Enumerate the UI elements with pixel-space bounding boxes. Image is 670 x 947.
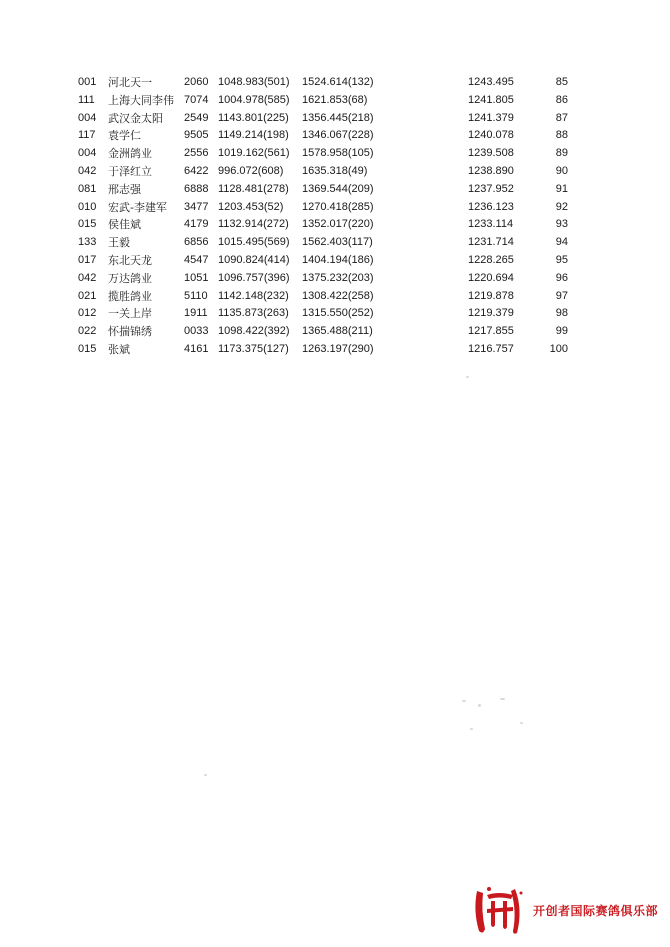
total-score: 1228.265	[468, 253, 514, 266]
pigeon-code: 133	[78, 236, 97, 249]
pigeon-code: 004	[78, 111, 97, 124]
rank: 93	[555, 218, 568, 231]
table-row	[78, 305, 578, 323]
stage2-score: 1562.403(117)	[302, 236, 373, 249]
total-score: 1231.714	[468, 236, 514, 249]
pigeon-code: 004	[78, 147, 97, 160]
rank: 98	[555, 307, 568, 320]
stage2-score: 1356.445(218)	[302, 111, 374, 124]
stage2-score: 1621.853(68)	[302, 93, 368, 106]
stage2-score: 1365.488(211)	[302, 325, 373, 338]
ring-number: 4179	[184, 218, 209, 231]
owner-name: 武汉金太阳	[108, 111, 163, 125]
total-score: 1241.805	[468, 93, 514, 106]
rank: 88	[555, 129, 568, 142]
table-row	[78, 252, 578, 270]
stage2-score: 1635.318(49)	[302, 164, 368, 177]
stage1-score: 1019.162(561)	[218, 147, 290, 160]
owner-name: 邢志强	[108, 182, 141, 196]
total-score: 1233.114	[468, 218, 514, 231]
stage1-score: 1004.978(585)	[218, 93, 290, 106]
total-score: 1241.379	[468, 111, 514, 124]
owner-name: 万达鸽业	[108, 271, 152, 285]
table-row	[78, 323, 578, 341]
ring-number: 2556	[184, 147, 209, 160]
stage2-score: 1375.232(203)	[302, 271, 374, 284]
rank: 97	[555, 289, 568, 302]
total-score: 1243.495	[468, 76, 514, 88]
results-table	[78, 74, 578, 359]
pigeon-code: 117	[78, 129, 96, 142]
ring-number: 2060	[184, 76, 209, 88]
owner-name: 张斌	[108, 342, 130, 356]
stage2-score: 1578.958(105)	[302, 147, 374, 160]
ring-number: 3477	[184, 200, 209, 213]
stage1-score: 1096.757(396)	[218, 271, 290, 284]
ring-number: 4547	[184, 253, 209, 266]
stage1-score: 1173.375(127)	[218, 342, 289, 355]
table-row	[78, 234, 578, 252]
pigeon-code: 015	[78, 342, 97, 355]
owner-name: 于泽红立	[108, 164, 152, 178]
rank: 86	[555, 93, 568, 106]
table-row	[78, 181, 578, 199]
ring-number: 6856	[184, 236, 209, 249]
stage2-score: 1404.194(186)	[302, 253, 374, 266]
table-row	[78, 127, 578, 145]
rank: 95	[555, 253, 568, 266]
rank: 90	[555, 164, 568, 177]
total-score: 1217.855	[468, 325, 514, 338]
pigeon-code: 021	[78, 289, 97, 302]
ring-number: 6888	[184, 182, 209, 195]
table-row	[78, 92, 578, 110]
stage2-score: 1308.422(258)	[302, 289, 374, 302]
scan-speck	[466, 376, 469, 378]
pigeon-code: 022	[78, 325, 97, 338]
owner-name: 怀揣锦绣	[108, 325, 152, 339]
scan-speck	[478, 704, 481, 707]
total-score: 1237.952	[468, 182, 514, 195]
scan-speck	[462, 700, 466, 702]
scan-speck	[520, 722, 523, 724]
kaichuang-seal-icon	[469, 881, 527, 939]
stage1-score: 1048.983(501)	[218, 76, 290, 88]
rank: 91	[555, 182, 568, 195]
owner-name: 揽胜鸽业	[108, 289, 152, 303]
ring-number: 9505	[184, 129, 209, 142]
stage1-score: 1149.214(198)	[218, 129, 289, 142]
total-score: 1239.508	[468, 147, 514, 160]
table-row	[78, 270, 578, 288]
stage1-score: 1143.801(225)	[218, 111, 289, 124]
table-row	[78, 163, 578, 181]
pigeon-code: 017	[78, 253, 97, 266]
pigeon-code: 012	[78, 307, 97, 320]
owner-name: 宏武-李建军	[108, 200, 167, 214]
stage1-score: 996.072(608)	[218, 164, 284, 177]
owner-name: 袁学仁	[108, 129, 141, 143]
stage1-score: 1090.824(414)	[218, 253, 290, 266]
rank: 100	[549, 342, 568, 355]
stage1-score: 1128.481(278)	[218, 182, 289, 195]
rank: 87	[555, 111, 568, 124]
pigeon-code: 111	[78, 93, 95, 106]
total-score: 1238.890	[468, 164, 514, 177]
total-score: 1220.694	[468, 271, 514, 284]
total-score: 1216.757	[468, 342, 514, 355]
ring-number: 5110	[184, 289, 208, 302]
stage1-score: 1135.873(263)	[218, 307, 289, 320]
stage1-score: 1203.453(52)	[218, 200, 284, 213]
table-row	[78, 341, 578, 359]
ring-number: 7074	[184, 93, 209, 106]
ring-number: 4161	[184, 342, 209, 355]
ring-number: 0033	[184, 325, 209, 338]
stage1-score: 1142.148(232)	[218, 289, 289, 302]
ring-number: 1051	[184, 271, 209, 284]
club-logo	[469, 881, 658, 939]
total-score: 1236.123	[468, 200, 514, 213]
table-row	[78, 199, 578, 217]
scan-speck	[470, 728, 473, 730]
pigeon-code: 001	[78, 76, 97, 88]
stage2-score: 1270.418(285)	[302, 200, 374, 213]
rank: 89	[555, 147, 568, 160]
ring-number: 2549	[184, 111, 209, 124]
stage2-score: 1369.544(209)	[302, 182, 374, 195]
pigeon-code: 081	[78, 182, 97, 195]
scan-speck	[204, 774, 207, 776]
rank: 85	[555, 76, 568, 88]
stage1-score: 1098.422(392)	[218, 325, 290, 338]
club-name: 开创者国际赛鸽俱乐部	[532, 903, 658, 918]
table-row	[78, 110, 578, 128]
total-score: 1219.379	[468, 307, 514, 320]
rank: 96	[555, 271, 568, 284]
total-score: 1219.878	[468, 289, 514, 302]
owner-name: 金洲鸽业	[108, 147, 152, 161]
stage1-score: 1015.495(569)	[218, 236, 290, 249]
rank: 99	[555, 325, 568, 338]
owner-name: 河北天一	[108, 76, 152, 89]
owner-name: 上海大同李伟	[108, 93, 174, 107]
pigeon-code: 042	[78, 164, 97, 177]
table-row	[78, 288, 578, 306]
ring-number: 1911	[184, 307, 208, 320]
stage1-score: 1132.914(272)	[218, 218, 289, 231]
rank: 92	[555, 200, 568, 213]
table-row	[78, 216, 578, 234]
ring-number: 6422	[184, 164, 209, 177]
scan-speck	[500, 698, 505, 700]
table-row	[78, 74, 578, 92]
owner-name: 侯佳斌	[108, 218, 141, 232]
owner-name: 东北天龙	[108, 253, 152, 267]
rank: 94	[555, 236, 568, 249]
owner-name: 一关上岸	[108, 307, 152, 321]
pigeon-code: 010	[78, 200, 97, 213]
stage2-score: 1263.197(290)	[302, 342, 374, 355]
pigeon-code: 015	[78, 218, 97, 231]
stage2-score: 1346.067(228)	[302, 129, 374, 142]
owner-name: 王毅	[108, 236, 130, 250]
pigeon-code: 042	[78, 271, 97, 284]
stage2-score: 1352.017(220)	[302, 218, 374, 231]
total-score: 1240.078	[468, 129, 514, 142]
stage2-score: 1315.550(252)	[302, 307, 374, 320]
stage2-score: 1524.614(132)	[302, 76, 374, 88]
table-row	[78, 145, 578, 163]
